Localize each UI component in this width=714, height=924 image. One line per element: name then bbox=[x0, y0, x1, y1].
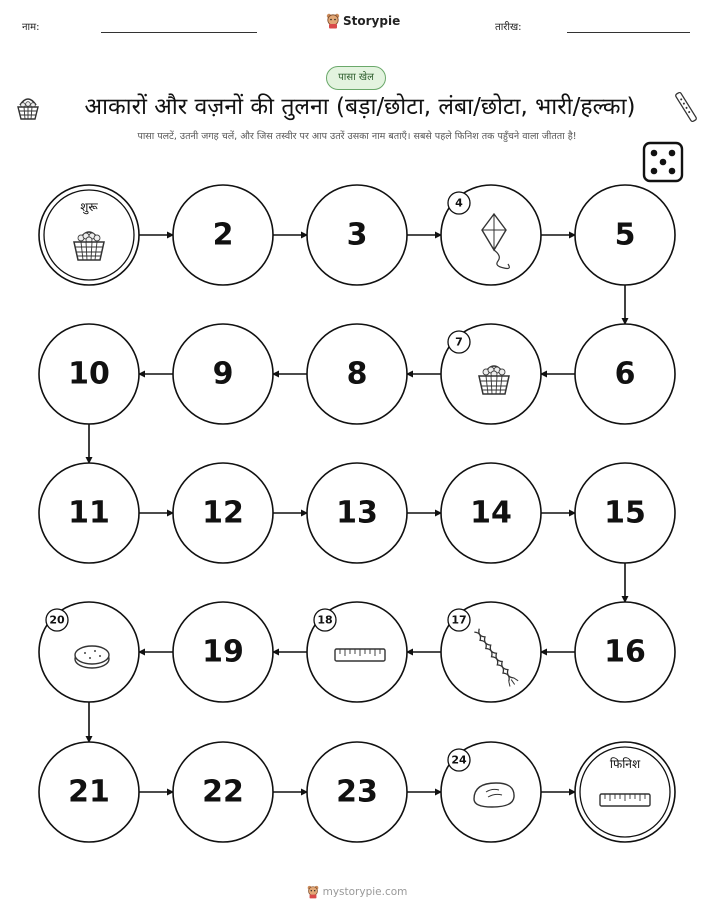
ruler-icon bbox=[600, 794, 650, 806]
board-square-5[interactable] bbox=[575, 185, 675, 285]
square-number: 3 bbox=[346, 217, 368, 253]
storypie-mascot-icon bbox=[307, 885, 319, 899]
square-number: 19 bbox=[202, 634, 244, 670]
board-square-20[interactable] bbox=[39, 602, 139, 702]
finish-square[interactable] bbox=[575, 742, 675, 842]
start-square[interactable] bbox=[39, 185, 139, 285]
square-number-badge: 20 bbox=[49, 613, 65, 627]
finish-label: फिनिश bbox=[609, 757, 641, 771]
board-square-23[interactable] bbox=[307, 742, 407, 842]
board-square-11[interactable] bbox=[39, 463, 139, 563]
square-number: 8 bbox=[346, 356, 368, 392]
square-number: 5 bbox=[614, 217, 636, 253]
game-type-badge: पासा खेल bbox=[326, 66, 386, 90]
ruler-icon bbox=[335, 649, 385, 661]
board-square-9[interactable] bbox=[173, 324, 273, 424]
square-number-badge: 7 bbox=[455, 335, 463, 349]
board-square-13[interactable] bbox=[307, 463, 407, 563]
square-number-badge: 17 bbox=[451, 613, 467, 627]
footer bbox=[0, 885, 714, 899]
square-number: 23 bbox=[336, 774, 378, 810]
name-label: नाम: bbox=[22, 22, 40, 33]
square-number: 9 bbox=[212, 356, 234, 392]
bread-icon bbox=[474, 783, 514, 807]
square-number: 10 bbox=[68, 356, 110, 392]
board-square-2[interactable] bbox=[173, 185, 273, 285]
roti-icon bbox=[75, 646, 109, 668]
square-number: 22 bbox=[202, 774, 244, 810]
square-number-badge: 24 bbox=[451, 753, 467, 767]
square-number: 14 bbox=[470, 495, 512, 531]
basket-icon bbox=[479, 366, 509, 394]
square-number: 21 bbox=[68, 774, 110, 810]
board-square-7[interactable] bbox=[441, 324, 541, 424]
square-number: 13 bbox=[336, 495, 378, 531]
board-square-21[interactable] bbox=[39, 742, 139, 842]
board-square-19[interactable] bbox=[173, 602, 273, 702]
board-square-14[interactable] bbox=[441, 463, 541, 563]
square-number-badge: 18 bbox=[317, 613, 333, 627]
basket-icon bbox=[74, 232, 104, 260]
board-square-8[interactable] bbox=[307, 324, 407, 424]
board-square-17[interactable] bbox=[441, 602, 541, 702]
board-square-16[interactable] bbox=[575, 602, 675, 702]
square-number: 16 bbox=[604, 634, 646, 670]
square-number: 2 bbox=[212, 217, 234, 253]
board-square-15[interactable] bbox=[575, 463, 675, 563]
board-square-24[interactable] bbox=[441, 742, 541, 842]
square-number: 15 bbox=[604, 495, 646, 531]
date-label: तारीख: bbox=[495, 22, 522, 33]
square-number: 6 bbox=[614, 356, 636, 392]
footer-url: mystorypie.com bbox=[322, 886, 408, 898]
brand-name: Storypie bbox=[343, 14, 401, 28]
instructions: पासा पलटें, उतनी जगह चलें, और जिस तस्वीर पर आप उतरें उसका नाम बताएँ। सबसे पहले फिनिश तक पहुँचने वाला जीतता है! bbox=[137, 131, 577, 142]
page-title: आकारों और वज़नों की तुलना (बड़ा/छोटा, लंबा/छोटा, भारी/हल्का) bbox=[84, 94, 636, 120]
square-number: 12 bbox=[202, 495, 244, 531]
board-square-10[interactable] bbox=[39, 324, 139, 424]
board-square-12[interactable] bbox=[173, 463, 273, 563]
board-square-22[interactable] bbox=[173, 742, 273, 842]
square-number: 11 bbox=[68, 495, 110, 531]
start-label: शुरू bbox=[80, 200, 98, 214]
board-square-18[interactable] bbox=[307, 602, 407, 702]
board-square-6[interactable] bbox=[575, 324, 675, 424]
board-square-3[interactable] bbox=[307, 185, 407, 285]
board-square-4[interactable] bbox=[441, 185, 541, 285]
square-number-badge: 4 bbox=[455, 196, 463, 210]
